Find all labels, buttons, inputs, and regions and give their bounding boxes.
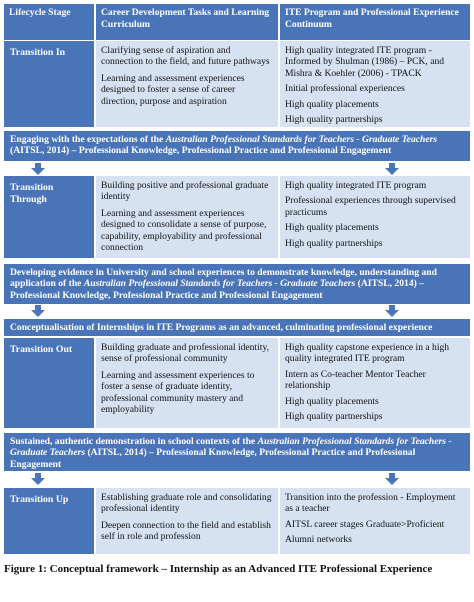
evidence-bar <box>4 264 470 304</box>
ite-item: High quality placements <box>285 395 379 407</box>
stage-transition-through <box>4 176 470 258</box>
stage-tasks <box>96 338 280 428</box>
stage-label: Transition Up <box>4 488 96 554</box>
stage-tasks <box>96 41 280 127</box>
stage-transition-in <box>4 41 470 127</box>
header-career-tasks: Career Development Tasks and Learning Curriculum <box>96 4 280 40</box>
bar-text: (AITSL, 2014) – Professional Knowledge, Professional Practice and Professional Engagement <box>10 278 425 301</box>
ite-item: Initial professional experiences <box>285 83 405 95</box>
sustained-bar <box>4 433 470 471</box>
header-ite-program: ITE Program and Professional Experience Continuum <box>285 7 459 30</box>
stage-ite <box>280 41 470 127</box>
stage-tasks <box>96 176 280 258</box>
down-arrow-icon <box>31 305 45 317</box>
stage-transition-up <box>4 488 470 554</box>
ite-item: High quality capstone experience in a high quality integrated ITE program <box>285 342 450 365</box>
down-arrow-icon <box>385 305 399 317</box>
task-item: Learning and assessment experiences designed to consolidate a sense of purpose, capability, employability and professional connection <box>101 207 267 254</box>
task-item: Learning and assessment experiences to foster a sense of graduate identity, professional community mastery and employability <box>101 369 255 416</box>
task-item: Building graduate and professional identity, sense of professional community <box>101 342 270 365</box>
task-item: Deepen connection to the field and establish self in role and profession <box>101 519 271 543</box>
task-item: Establishing graduate role and consolidating professional identity <box>101 492 272 515</box>
bar-text: Engaging with the expectations of the <box>10 134 166 145</box>
stage-label: Transition Out <box>4 338 96 428</box>
bar-text: (AITSL, 2014) – Professional Knowledge, Professional Practice and Professional Engagement <box>10 145 392 157</box>
stage-ite <box>280 488 470 554</box>
ite-item: High quality partnerships <box>285 237 383 249</box>
ite-item: Professional experiences through supervised practicums <box>285 195 456 218</box>
task-item: Building positive and professional graduate identity <box>101 180 269 203</box>
stage-ite <box>280 176 470 258</box>
ite-item: High quality placements <box>285 222 379 234</box>
ite-item: Alumni networks <box>285 534 352 546</box>
down-arrow-icon <box>31 473 45 485</box>
stage-tasks <box>96 488 280 554</box>
stage-ite <box>280 338 470 428</box>
task-item: Clarifying sense of aspiration and connection to the field, and future pathways <box>101 45 270 68</box>
ite-item: High quality integrated ITE program - Informed by Shulman (1986) – PCK, and Mishra & Koehler (2006) - TPACK <box>285 45 445 79</box>
stage-label: Transition In <box>4 41 96 127</box>
stage-label: Transition Through <box>4 176 96 258</box>
table-header <box>4 4 470 40</box>
ite-item: High quality partnerships <box>285 114 383 126</box>
bar-text: Developing evidence in University and school experiences to demonstrate knowledge, understanding and application of the <box>10 267 437 290</box>
ite-item: High quality placements <box>285 98 379 110</box>
down-arrow-icon <box>31 163 45 175</box>
bar-text: Conceptualisation of Internships in ITE Programs as an advanced, culminating professional experience <box>10 322 433 333</box>
ite-item: High quality integrated ITE program <box>285 180 427 191</box>
bar-text-italic: Australian Professional Standards for Teachers - Graduate Teachers <box>165 134 438 145</box>
down-arrow-icon <box>385 163 399 175</box>
internship-bar <box>4 319 470 336</box>
task-item: Learning and assessment experiences designed to foster a sense of career direction, purpose and aspiration <box>101 72 245 107</box>
down-arrow-icon <box>385 473 399 485</box>
bar-text: (AITSL, 2014) – Professional Knowledge, Professional Practice and Professional Engagement <box>10 447 416 470</box>
standards-bar <box>4 131 470 161</box>
bar-text-italic: Australian Professional Standards for Teachers - Graduate Teachers <box>83 278 356 290</box>
stage-transition-out <box>4 338 470 428</box>
ite-item: High quality partnerships <box>285 411 383 423</box>
ite-item: Intern as Co-teacher Mentor Teacher relationship <box>285 368 426 392</box>
figure-caption: Figure 1: Conceptual framework – Internship as an Advanced ITE Professional Experience <box>4 563 433 575</box>
ite-item: AITSL career stages Graduate>Proficient <box>285 518 445 530</box>
header-lifecycle-stage: Lifecycle Stage <box>4 4 96 40</box>
bar-text-italic: Australian Professional Standards for Teachers - Graduate Teachers <box>10 436 452 459</box>
ite-item: Transition into the profession - Employment as a teacher <box>285 492 456 515</box>
bar-text: Sustained, authentic demonstration in school contexts of the <box>10 436 258 447</box>
